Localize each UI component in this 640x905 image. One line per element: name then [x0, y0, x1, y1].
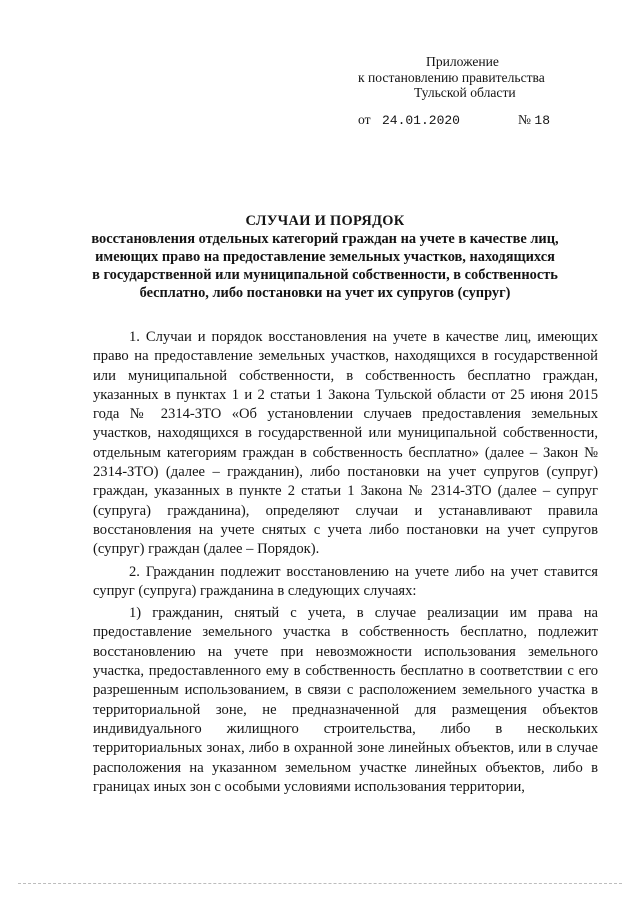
document-title: [90, 212, 560, 302]
title-line: имеющих право на предоставление земельных участков, находящихся: [95, 249, 555, 265]
appendix-region: Тульской области: [414, 85, 516, 100]
appendix-reference: к постановлению правительства: [358, 69, 545, 85]
paragraph-1: 1. Случаи и порядок восстановления на учете в качестве лиц, имеющих право на предоставление земельных участков, находящихся в государственной или муниципальной собственности, в собственность бесплатно граждан, указанных в пунктах 1 и 2 статьи 1 Закона Тульской области от 25 июня 2015 года № 2314-ЗТО «Об установлении случаев предоставления земельных участков, находящихся в государственной или муниципальной собственности, отдельным категориям граждан в собственность бесплатно» (далее – Закон № 2314-ЗТО) (далее – гражданин), либо постановки на учет супругов (супруг) граждан, указанных в пункте 2 статьи 1 Закона № 2314-ЗТО (далее – супруг (супруга) гражданина), определяют случаи и устанавливают правила восстановления на учете снятых с учета либо постановки на учет супругов (супруг) граждан (далее – Порядок).: [93, 329, 598, 558]
paragraph-2: 2. Гражданин подлежит восстановлению на учете либо на учет ставится супруг (супруга) гражданина в следующих случаях:: [93, 563, 598, 599]
act-date-number: [358, 112, 550, 128]
title-line: бесплатно, либо постановки на учет их супругов (супруг): [139, 285, 511, 301]
title-heading: СЛУЧАИ И ПОРЯДОК: [245, 213, 405, 229]
title-line: в государственной или муниципальной собственности, в собственность: [92, 267, 558, 283]
document-body: [93, 328, 598, 797]
act-number: 18: [534, 113, 550, 128]
title-line: восстановления отдельных категорий граждан на учете в качестве лиц,: [91, 231, 559, 247]
paragraph-2-1: 1) гражданин, снятый с учета, в случае реализации им права на предоставление земельного участка в собственность бесплатно, подлежит восстановлению на учете при невозможности использования земельного участка, предоставленного ему в собственность бесплатно в соответствии с его разрешенным использованием, в связи с расположением земельного участка в территориальной зоне, не предназначенной для размещения объектов индивидуального жилищного строительства, либо в нескольких территориальных зонах, либо в охранной зоне линейных объектов, или в случае расположения на указанном земельном участке линейных объектов, либо в границах иных зон с особыми условиями использования территории,: [93, 605, 598, 795]
act-date: 24.01.2020: [381, 113, 460, 128]
act-number-block: [518, 112, 550, 128]
appendix-header: [358, 54, 588, 101]
date-prefix: от: [358, 112, 371, 127]
appendix-label: Приложение: [426, 54, 499, 69]
number-label: №: [518, 112, 531, 127]
scan-artifact-line: [18, 883, 622, 885]
